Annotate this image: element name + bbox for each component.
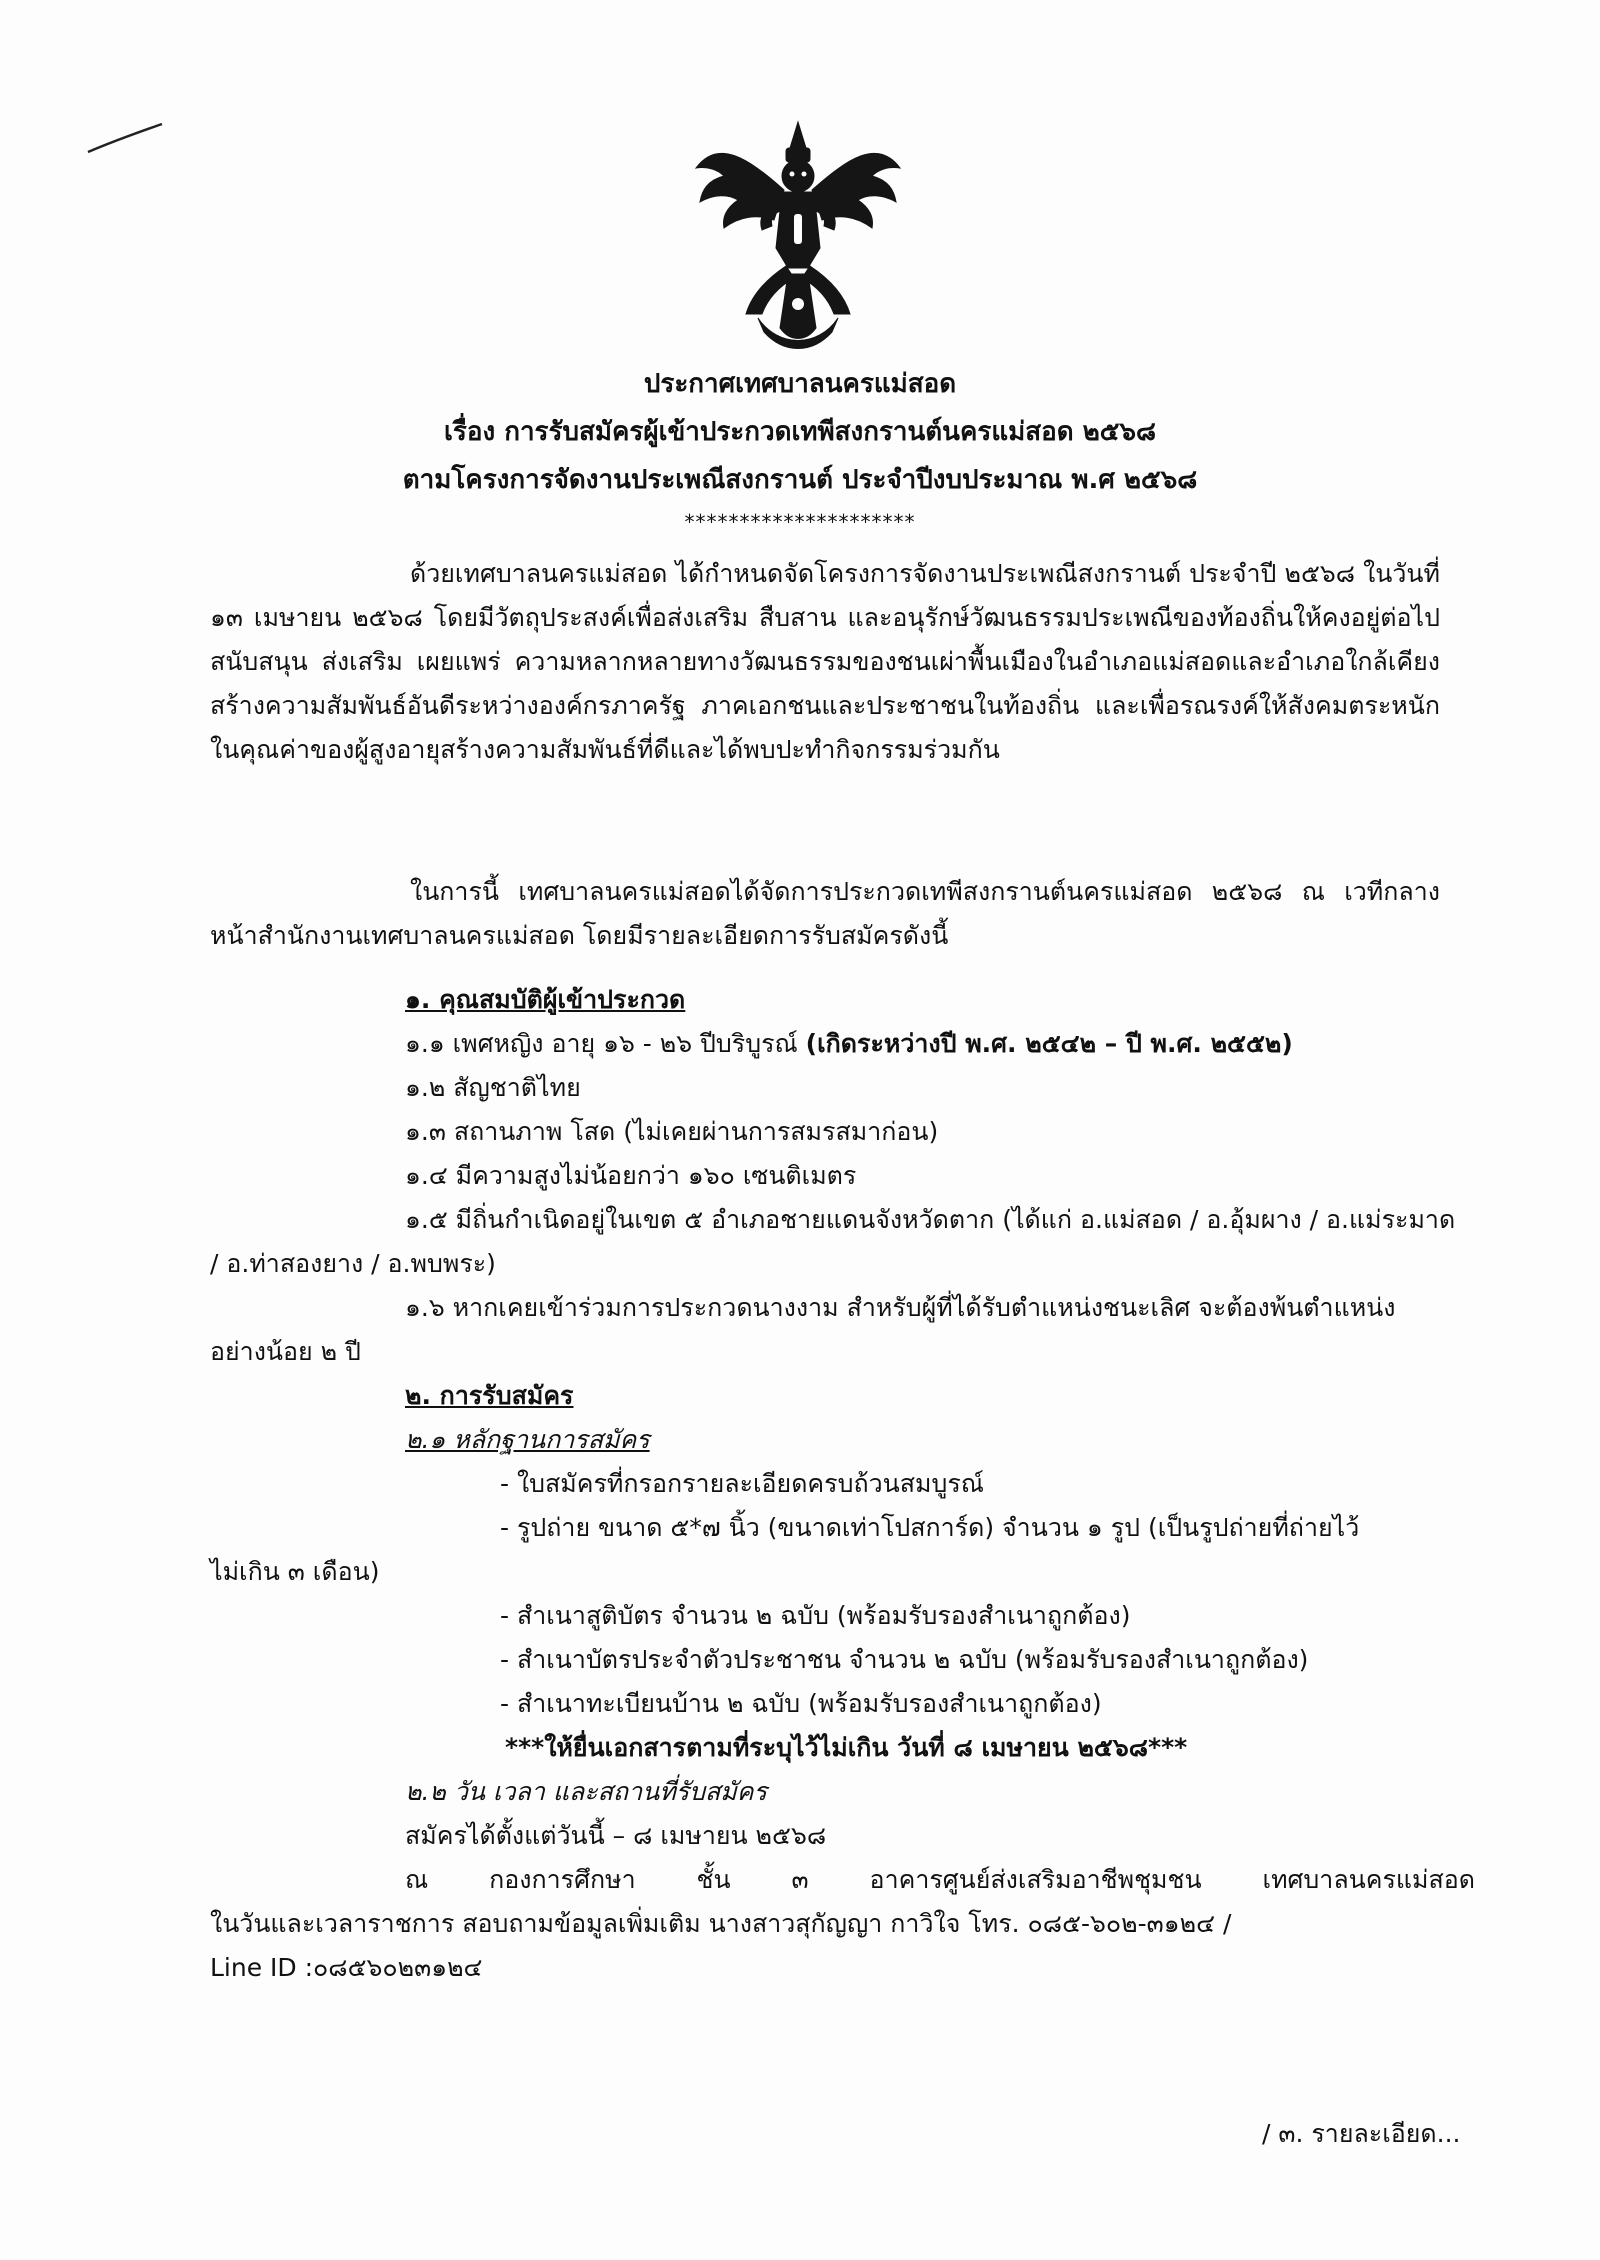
announcement-paragraph: ในการนี้ เทศบาลนครแม่สอดได้จัดการประกวดเทพีสงกรานต์นครแม่สอด ๒๕๖๘ ณ เวทีกลางหน้าสำนักงานเทศบาลนครแม่สอด โดยมีรายละเอียดการรับสมัครดังนี้ (210, 877, 1440, 950)
garuda-emblem-icon (688, 118, 908, 358)
qualification-1-1: ๑.๑ เพศหญิง อายุ ๑๖ - ๒๖ ปีบริบูรณ์ (เกิดระหว่างปี พ.ศ. ๒๕๔๒ – ปี พ.ศ. ๒๕๕๒) (405, 1029, 1293, 1058)
pen-stroke-mark (86, 118, 166, 158)
continued-marker: / ๓. รายละเอียด... (1262, 2119, 1461, 2148)
application-place: ณ กองการศึกษา ชั้น ๓ อาคารศูนย์ส่งเสริมอาชีพชุมชน เทศบาลนครแม่สอด (405, 1865, 1475, 1894)
document-subject: เรื่อง การรับสมัครผู้เข้าประกวดเทพีสงกรานต์นครแม่สอด ๒๕๖๘ (443, 417, 1157, 447)
subsection-2-1: ๒.๑ หลักฐานการสมัคร (405, 1425, 650, 1454)
qualification-1-5: ๑.๕ มีถิ่นกำเนิดอยู่ในเขต ๕ อำเภอชายแดนจังหวัดตาก (ได้แก่ อ.แม่สอด / อ.อุ้มผาง / อ.แม่ระมาด (405, 1205, 1456, 1234)
submission-deadline: ***ให้ยื่นเอกสารตามที่ระบุไว้ไม่เกิน วันที่ ๘ เมษายน ๒๕๖๘*** (505, 1733, 1188, 1762)
qualification-1-6: ๑.๖ หากเคยเข้าร่วมการประกวดนางงาม สำหรับผู้ที่ได้รับตำแหน่งชนะเลิศ จะต้องพ้นตำแหน่ง (405, 1293, 1396, 1322)
qualification-1-6-cont: อย่างน้อย ๒ ปี (210, 1337, 361, 1366)
document-item: - สำเนาทะเบียนบ้าน ๒ ฉบับ (พร้อมรับรองสำเนาถูกต้อง) (500, 1689, 1102, 1718)
contact-info: ในวันและเวลาราชการ สอบถามข้อมูลเพิ่มเติม นางสาวสุกัญญา กาวิใจ โทร. ๐๘๕-๖๐๒-๓๑๒๔ / (210, 1909, 1232, 1938)
document-item: - รูปถ่าย ขนาด ๕*๗ นิ้ว (ขนาดเท่าโปสการ์ด) จำนวน ๑ รูป (เป็นรูปถ่ายที่ถ่ายไว้ (500, 1513, 1360, 1542)
subsection-2-2: ๒.๒ วัน เวลา และสถานที่รับสมัคร (405, 1777, 767, 1806)
separator-stars: ********************* (684, 510, 916, 534)
line-id: Line ID :๐๘๕๖๐๒๓๑๒๔ (210, 1953, 483, 1982)
document-item-cont: ไม่เกิน ๓ เดือน) (210, 1557, 380, 1586)
intro-paragraph: ด้วยเทศบาลนครแม่สอด ได้กำหนดจัดโครงการจัดงานประเพณีสงกรานต์ ประจำปี ๒๕๖๘ ในวันที่ ๑๓ เมษายน ๒๕๖๘ โดยมีวัตถุประสงค์เพื่อส่งเสริม สืบสาน และอนุรักษ์วัฒนธรรมประเพณีของท้องถิ่นให้คงอยู่ต่อไป สนับสนุน ส่งเสริม เผยแพร่ ความหลากหลายทางวัฒนธรรมของชนเผ่าพื้นเมืองในอำเภอแม่สอดและอำเภอใกล้เคียง สร้างความสัมพันธ์อันดีระหว่างองค์กรภาครัฐ ภาคเอกชนและประชาชนในท้องถิ่น และเพื่อรณรงค์ให้สังคมตระหนักในคุณค่าของผู้สูงอายุสร้างความสัมพันธ์ที่ดีและได้พบปะทำกิจกรรมร่วมกัน (210, 559, 1440, 764)
application-period: สมัครได้ตั้งแต่วันนี้ – ๘ เมษายน ๒๕๖๘ (405, 1821, 827, 1850)
section1-title: ๑. คุณสมบัติผู้เข้าประกวด (405, 985, 686, 1014)
document-item: - ใบสมัครที่กรอกรายละเอียดครบถ้วนสมบูรณ์ (500, 1469, 984, 1498)
section2-title: ๒. การรับสมัคร (405, 1381, 574, 1410)
qualification-1-2: ๑.๒ สัญชาติไทย (405, 1073, 581, 1102)
document-item: - สำเนาสูติบัตร จำนวน ๒ ฉบับ (พร้อมรับรองสำเนาถูกต้อง) (500, 1601, 1131, 1630)
document-item: - สำเนาบัตรประจำตัวประชาชน จำนวน ๒ ฉบับ (พร้อมรับรองสำเนาถูกต้อง) (500, 1645, 1309, 1674)
document-title: ประกาศเทศบาลนครแม่สอด (643, 369, 957, 399)
qualification-1-5-cont: / อ.ท่าสองยาง / อ.พบพระ) (210, 1249, 496, 1278)
qualification-1-4: ๑.๔ มีความสูงไม่น้อยกว่า ๑๖๐ เซนติเมตร (405, 1161, 857, 1190)
qualification-1-3: ๑.๓ สถานภาพ โสด (ไม่เคยผ่านการสมรสมาก่อน) (405, 1117, 939, 1146)
document-project: ตามโครงการจัดงานประเพณีสงกรานต์ ประจำปีงบประมาณ พ.ศ ๒๕๖๘ (402, 465, 1198, 495)
